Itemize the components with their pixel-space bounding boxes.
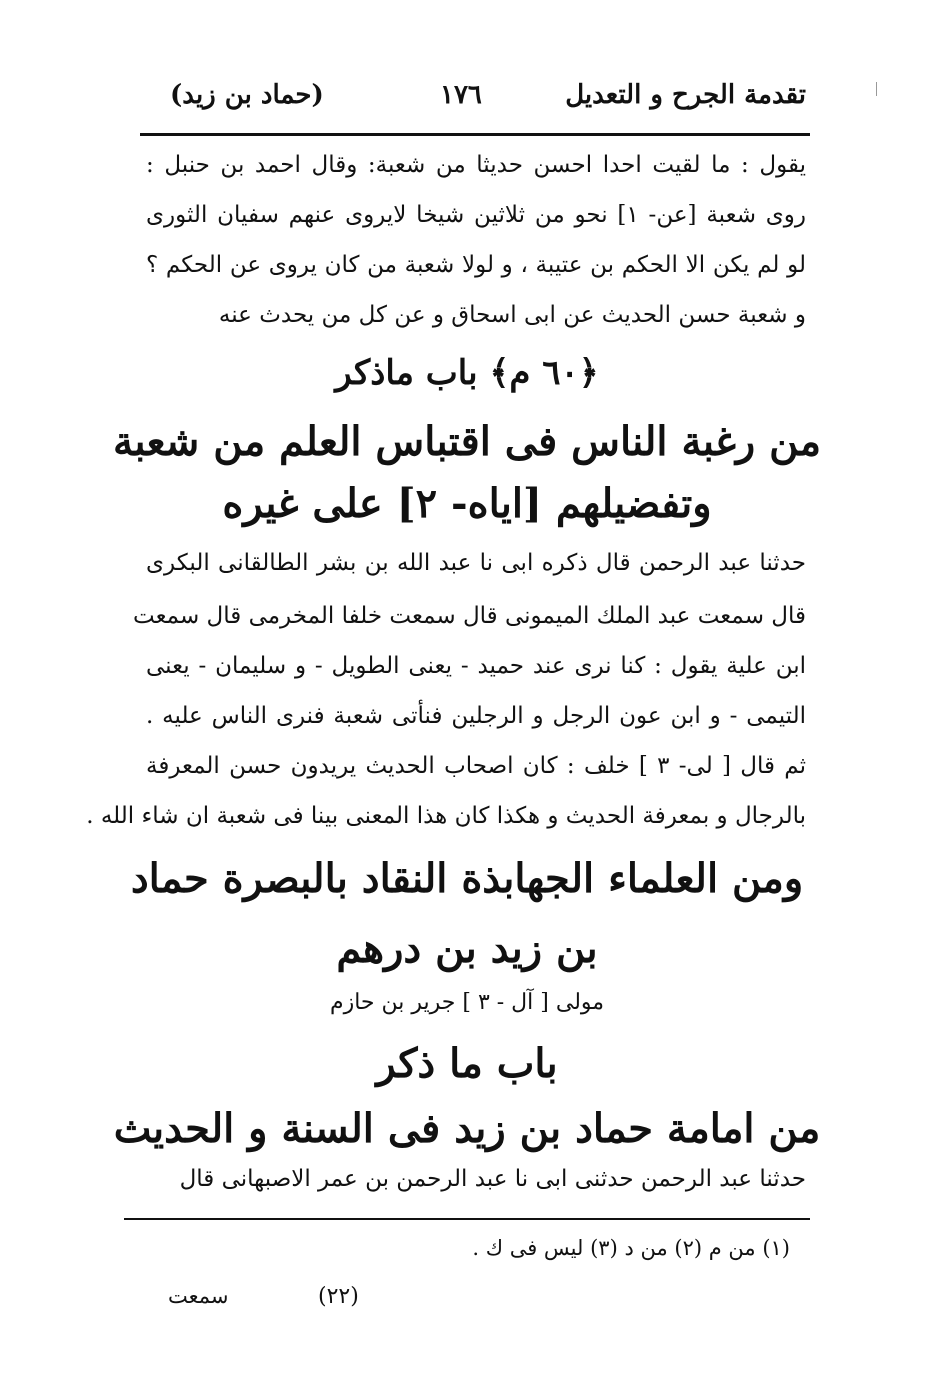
text-line: يقول : ما لقيت احدا احسن حديثا من شعبة: وقال احمد بن حنبل : — [146, 152, 806, 178]
text-line: حدثنا عبد الرحمن حدثنى ابى نا عبد الرحمن بن عمر الاصبهانى قال — [179, 1166, 806, 1192]
text-line: ثم قال [ لى- ٣ ] خلف : كان اصحاب الحديث يريدون حسن المعرفة — [146, 753, 806, 779]
catchword: سمعت — [168, 1284, 229, 1308]
section-heading: بن زيد بن درهم — [336, 925, 598, 972]
running-header-subject: (حماد بن زيد) — [170, 80, 324, 110]
text-line: لو لم يكن الا الحكم بن عتيبة ، و لولا شعبة من كان يروى عن الحكم ؟ — [146, 252, 806, 278]
text-line: و شعبة حسن الحديث عن ابى اسحاق و عن كل من يحدث عنه — [218, 302, 806, 328]
footnote-rule — [124, 1218, 810, 1220]
text-line: روى شعبة [عن- ١] نحو من ثلاثين شيخا لايروى عنهم سفيان الثورى — [146, 202, 806, 228]
text-line: قال سمعت عبد الملك الميمونى قال سمعت خلفا المخرمى قال سمعت — [132, 603, 806, 629]
page-number: ١٧٦ — [440, 80, 482, 110]
footnote: (١) من م (٢) من د (٣) ليس فى ك . — [472, 1236, 790, 1260]
chapter-heading: من امامة حماد بن زيد فى السنة و الحديث — [113, 1105, 821, 1152]
chapter-heading: ﴿٦٠ م﴾ باب ماذكر — [335, 353, 599, 393]
chapter-heading: باب ما ذكر — [376, 1040, 558, 1087]
chapter-heading: وتفضيلهم [اياه- ٢] على غيره — [222, 480, 712, 527]
text-line: حدثنا عبد الرحمن قال ذكره ابى نا عبد الله بن بشر الطالقانى البكرى — [146, 550, 806, 576]
section-heading: ومن العلماء الجهابذة النقاد بالبصرة حماد — [130, 855, 804, 902]
margin-mark — [876, 82, 877, 96]
text-line: التيمى - و ابن عون الرجل و الرجلين فنأتى شعبة فنرى الناس عليه . — [146, 703, 806, 729]
text-line: ابن علية يقول : كنا نرى عند حميد - يعنى الطويل - و سليمان - يعنى — [146, 653, 806, 679]
header-rule — [140, 133, 810, 136]
text-line: بالرجال و بمعرفة الحديث و هكذا كان هذا المعنى بينا فى شعبة ان شاء الله . — [86, 803, 806, 829]
signature-mark: (٢٢) — [318, 1284, 359, 1309]
chapter-heading: من رغبة الناس فى اقتباس العلم من شعبة — [112, 418, 821, 465]
section-subline: مولى [ آل - ٣ ] جرير بن حازم — [329, 990, 605, 1015]
running-header-title: تقدمة الجرح و التعديل — [565, 80, 806, 110]
